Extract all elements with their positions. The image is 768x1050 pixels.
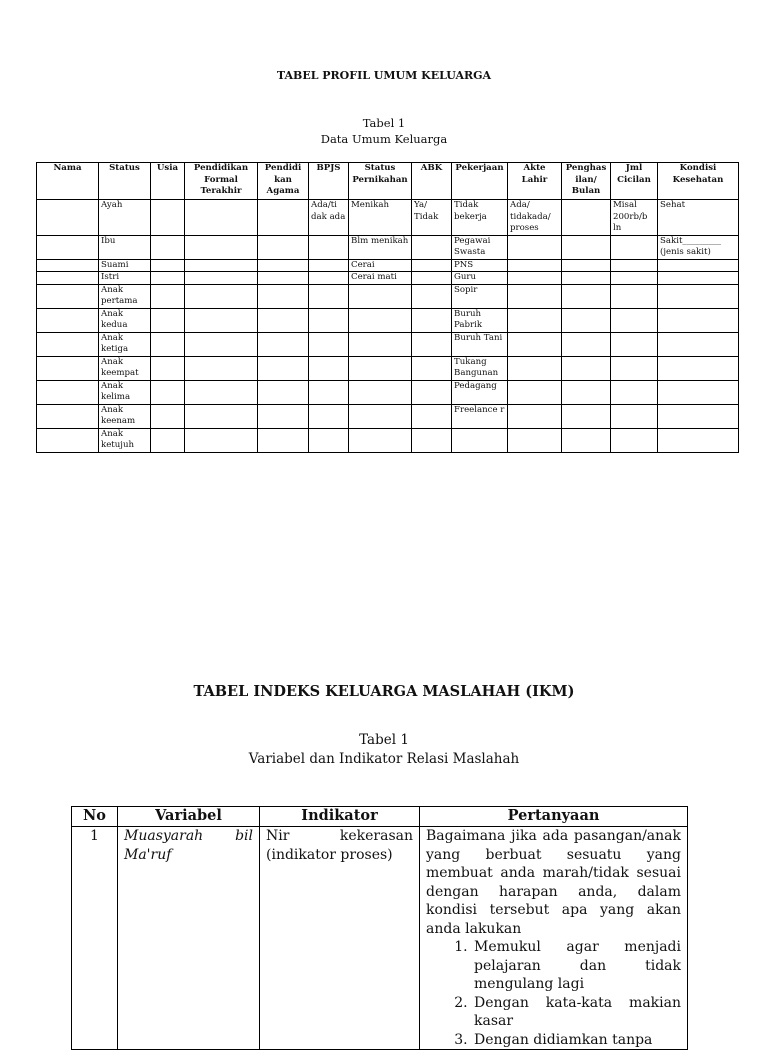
ikm-header-indikator: Indikator [260,807,420,827]
profil-table-cell [658,356,739,380]
profil-table-cell [151,356,185,380]
profil-table-row [37,332,739,356]
profil-table-cell: Buruh Pabrik [452,308,508,332]
profil-table-cell [349,380,412,404]
profil-table-cell [258,272,309,285]
profil-table-cell: Anak keempat [99,356,151,380]
profil-table-cell [562,308,611,332]
profil-table-cell: Misal 200rb/b ln [611,200,658,236]
profil-table-cell [349,428,412,452]
profil-table-cell [309,308,349,332]
profil-table-cell [258,356,309,380]
profil-header-cell: BPJS [309,163,349,200]
profil-table-cell [185,272,258,285]
profil-table-row [37,380,739,404]
profil-table-row [37,272,739,285]
profil-table-row [37,308,739,332]
profil-table-cell: Buruh Tani [452,332,508,356]
profil-table-cell [258,428,309,452]
profil-table-cell [349,332,412,356]
profil-table-cell [562,428,611,452]
profil-table-cell [151,428,185,452]
profil-table-cell [508,380,562,404]
profil-table-cell: Ya/ Tidak [412,200,452,236]
profil-table-cell [349,404,412,428]
profil-table-cell: Ada/ti dak ada [309,200,349,236]
profil-table-cell [349,356,412,380]
profil-table-cell [658,308,739,332]
profil-table-cell [309,332,349,356]
profil-table-cell [185,356,258,380]
profil-table-cell: Ayah [99,200,151,236]
profil-table-cell [37,200,99,236]
profil-table-cell [309,259,349,272]
profil-table-cell [412,284,452,308]
profil-table-cell [151,284,185,308]
profil-table-cell [309,284,349,308]
profil-table-cell [258,308,309,332]
profil-table-cell: Anak kedua [99,308,151,332]
ikm-answer-option: 1. Memukul agar menjadi pelajaran dan tidak mengulang lagi [472,938,681,994]
ikm-table-row [72,827,688,1050]
profil-table-row [37,259,739,272]
profil-header-cell: Pendidi kan Agama [258,163,309,200]
profil-table-row [37,356,739,380]
profil-table-cell [412,235,452,259]
profil-table-cell [412,259,452,272]
profil-table-cell: Suami [99,259,151,272]
profil-table-cell [611,332,658,356]
ikm-header-pertanyaan: Pertanyaan [420,807,688,827]
profil-table-cell [349,284,412,308]
profil-table-cell [412,380,452,404]
profil-table-cell [258,404,309,428]
profil-table-cell [309,404,349,428]
profil-table-cell [37,272,99,285]
profil-table-cell: Anak pertama [99,284,151,308]
profil-table-cell [562,259,611,272]
profil-table-cell: Anak kelima [99,380,151,404]
profil-header-cell: Penghas ilan/ Bulan [562,163,611,200]
ikm-table-number: Tabel 1 [359,732,409,748]
profil-table-cell [258,235,309,259]
profil-table-cell [658,284,739,308]
profil-table-cell [37,404,99,428]
profil-table-cell: Sopir [452,284,508,308]
profil-table-cell [185,404,258,428]
ikm-table-name: Variabel dan Indikator Relasi Maslahah [248,751,520,767]
profil-table-cell [185,428,258,452]
profil-table-cell [37,259,99,272]
ikm-question-text: Bagaimana jika ada pasangan/anak yang berbuat sesuatu yang membuat anda marah/tidak sesuai dengan harapan anda, dalam kondisi tersebut apa yang akan anda lakukan [426,828,681,937]
ikm-table [71,806,688,1050]
profil-table-cell [185,308,258,332]
profil-table-cell [658,380,739,404]
profil-header-cell: Jml Cicilan [611,163,658,200]
profil-table-cell [151,308,185,332]
profil-table-name: Data Umum Keluarga [320,132,448,146]
profil-table-row [37,284,739,308]
profil-table-cell [258,332,309,356]
profil-table-cell [309,428,349,452]
profil-table-cell [258,259,309,272]
profil-header-cell: Nama [37,163,99,200]
profil-table-cell: Tukang Bangunan [452,356,508,380]
profil-table-cell [658,404,739,428]
profil-table-cell [37,308,99,332]
ikm-table-caption [0,731,768,769]
profil-table-cell [151,380,185,404]
ikm-answer-option: 2. Dengan kata-kata makian kasar [472,994,681,1031]
profil-table-cell [508,428,562,452]
ikm-header-variabel: Variabel [118,807,260,827]
profil-table-cell [185,332,258,356]
profil-table-cell [37,380,99,404]
profil-table-cell [151,235,185,259]
profil-table-cell: PNS [452,259,508,272]
profil-table-row [37,404,739,428]
profil-table-cell: Anak ketiga [99,332,151,356]
ikm-row-indikator: Nir kekerasan (indikator proses) [260,827,420,1050]
profil-table-cell: Istri [99,272,151,285]
profil-header-cell: Status [99,163,151,200]
profil-table-cell [349,308,412,332]
profil-table-cell [151,200,185,236]
profil-table-cell [258,200,309,236]
profil-table-cell [37,235,99,259]
profil-table-cell: Ada/ tidakada/ proses [508,200,562,236]
profil-table-cell [309,235,349,259]
profil-table-cell [562,356,611,380]
ikm-answer-options [426,938,681,1049]
ikm-row-number: 1 [72,827,118,1050]
profil-table-cell [412,308,452,332]
profil-table-cell [562,380,611,404]
ikm-table-header-row [72,807,688,827]
profil-table-cell [185,200,258,236]
profil-table-cell [185,380,258,404]
profil-header-cell: Kondisi Kesehatan [658,163,739,200]
profil-table-cell [508,235,562,259]
profil-table-cell: Sehat [658,200,739,236]
profil-table-cell [185,259,258,272]
profil-header-cell: Pendidikan Formal Terakhir [185,163,258,200]
profil-table-cell [309,272,349,285]
profil-table-cell [611,235,658,259]
profil-table-cell: Guru [452,272,508,285]
profil-table-cell [412,428,452,452]
profil-table-cell [508,332,562,356]
profil-table-cell [258,284,309,308]
profil-table-cell [412,332,452,356]
profil-table-cell [611,356,658,380]
profil-table-cell [611,308,658,332]
profil-table-cell [658,332,739,356]
profil-table-cell [37,332,99,356]
profil-table-cell [151,259,185,272]
profil-table-cell [412,404,452,428]
profil-table-cell: Freelance r [452,404,508,428]
profil-table-number: Tabel 1 [362,116,406,130]
profil-table-cell [508,284,562,308]
profil-table-cell [562,404,611,428]
profil-table-cell [185,235,258,259]
profil-table-cell [309,380,349,404]
profil-table-cell [611,259,658,272]
profil-table [36,162,739,453]
ikm-answer-option: 3. Dengan didiamkan tanpa [472,1031,681,1050]
profil-section-title: TABEL PROFIL UMUM KELUARGA [276,69,492,82]
profil-table-cell [562,200,611,236]
profil-header-cell: Akte Lahir [508,163,562,200]
profil-header-cell: ABK [412,163,452,200]
profil-table-cell [412,272,452,285]
profil-table-cell [412,356,452,380]
profil-table-row [37,428,739,452]
profil-table-cell [611,284,658,308]
profil-table-header-row [37,163,739,200]
profil-table-cell: Blm menikah [349,235,412,259]
profil-header-cell: Status Pernikahan [349,163,412,200]
profil-table-cell [151,332,185,356]
profil-table-cell: Ibu [99,235,151,259]
profil-table-cell [562,272,611,285]
ikm-row-variabel: Muasyarah bil Ma'ruf [118,827,260,1050]
profil-table-cell [611,272,658,285]
profil-table-cell [562,332,611,356]
profil-table-cell [658,259,739,272]
profil-table-cell [258,380,309,404]
profil-table-cell [37,284,99,308]
profil-table-cell [37,356,99,380]
profil-table-cell: Pegawai Swasta [452,235,508,259]
profil-table-row [37,235,739,259]
profil-table-cell [37,428,99,452]
profil-table-cell [508,272,562,285]
profil-table-cell [151,404,185,428]
profil-table-cell [151,272,185,285]
ikm-section-title: TABEL INDEKS KELUARGA MASLAHAH (IKM) [193,683,575,700]
profil-table-cell: Anak ketujuh [99,428,151,452]
profil-table-cell [658,428,739,452]
profil-table-cell [508,308,562,332]
profil-table-caption [0,115,768,147]
profil-table-cell [562,284,611,308]
profil-table-cell: Sakit_________ (jenis sakit) [658,235,739,259]
profil-table-row [37,200,739,236]
profil-table-cell [508,404,562,428]
profil-table-cell [658,272,739,285]
profil-table-cell: Cerai [349,259,412,272]
profil-table-cell [562,235,611,259]
ikm-header-no: No [72,807,118,827]
profil-table-cell: Tidak bekerja [452,200,508,236]
profil-table-cell: Menikah [349,200,412,236]
profil-header-cell: Usia [151,163,185,200]
profil-table-cell: Cerai mati [349,272,412,285]
profil-table-cell [185,284,258,308]
profil-table-cell [611,380,658,404]
profil-header-cell: Pekerjaan [452,163,508,200]
profil-table-cell [508,259,562,272]
profil-table-cell [452,428,508,452]
profil-table-cell [611,404,658,428]
profil-table-cell: Pedagang [452,380,508,404]
ikm-row-pertanyaan [420,827,688,1050]
profil-table-cell [508,356,562,380]
profil-table-cell: Anak keenam [99,404,151,428]
profil-table-cell [611,428,658,452]
profil-table-cell [309,356,349,380]
